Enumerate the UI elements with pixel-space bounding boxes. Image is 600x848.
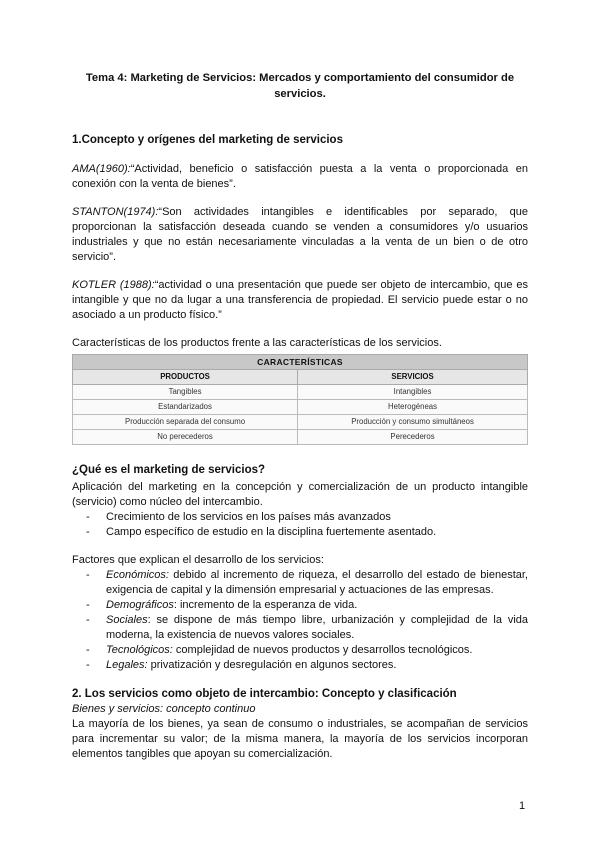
- factor-label: Tecnológicos:: [106, 644, 173, 656]
- table-header-productos: PRODUCTOS: [73, 370, 298, 385]
- table-cell: Heterogéneas: [298, 400, 528, 415]
- list-item: - Crecimiento de los servicios en los países más avanzados: [72, 510, 528, 525]
- table-caption: CARACTERÍSTICAS: [73, 355, 528, 370]
- section1-heading: 1.Concepto y orígenes del marketing de servicios: [72, 134, 343, 146]
- table-cell: Intangibles: [298, 385, 528, 400]
- table-row: [73, 430, 528, 445]
- factor-text: : incremento de la esperanza de vida.: [173, 599, 358, 611]
- definition-text: “Actividad, beneficio o satisfacción puesta a la venta o proporcionada en conexión con la venta de bienes”.: [72, 163, 528, 190]
- list-item: [72, 568, 528, 598]
- definition-text: “Son actividades intangibles e identificables por separado, que proporcionan la satisfacción deseada cuando se venden a consumidores y/o usuarios industriales y que no están necesariamente vinculadas a la venta de un bien o de otro servicio”.: [72, 206, 528, 263]
- list-item: [72, 598, 528, 613]
- definition-author: KOTLER (1988):: [72, 279, 155, 291]
- table-cell: Perecederos: [298, 430, 528, 445]
- table-cell: Producción separada del consumo: [73, 415, 298, 430]
- document-page: [72, 70, 528, 762]
- table-cell: Producción y consumo simultáneos: [298, 415, 528, 430]
- factors-list: [72, 568, 528, 673]
- section2-text: La mayoría de los bienes, ya sean de consumo o industriales, se acompañan de servicios para incrementar su valor; de la misma manera, la mayoría de los servicios incorporan elementos tangibles que apoyan su comercialización.: [72, 718, 528, 760]
- factor-label: Demográficos: [106, 599, 174, 611]
- table-intro: Características de los productos frente a las características de los servicios.: [72, 337, 442, 349]
- document-title: Tema 4: Marketing de Servicios: Mercados y comportamiento del consumidor de servicios.: [85, 72, 515, 100]
- table-row: [73, 400, 528, 415]
- table-row: [73, 385, 528, 400]
- definition-ama: [72, 162, 528, 192]
- what-is-list: [72, 510, 528, 540]
- what-is-text: Aplicación del marketing en la concepción y comercialización de un producto intangible (servicio) como núcleo del intercambio.: [72, 481, 528, 508]
- factor-text: : se dispone de más tiempo libre, urbanización y complejidad de la vida moderna, la existencia de nuevos valores sociales.: [106, 614, 528, 641]
- table-cell: Estandarizados: [73, 400, 298, 415]
- section2-heading: 2. Los servicios como objeto de intercambio: Concepto y clasificación: [72, 688, 457, 700]
- definition-text: “actividad o una presentación que puede ser objeto de intercambio, que es intangible y que no da lugar a una transferencia de propiedad. El servicio puede estar o no asociado a un producto físico.”: [72, 279, 529, 321]
- factors-block: [72, 553, 528, 673]
- factor-text: debido al incremento de riqueza, el desarrollo del estado de bienestar, exigencia de capital y la dimensión empresarial y actuaciones de las empresas.: [106, 569, 528, 596]
- list-item: [72, 658, 528, 673]
- definition-author: AMA(1960):: [72, 163, 131, 175]
- factors-intro: Factores que explican el desarrollo de los servicios:: [72, 554, 324, 566]
- definition-kotler: [72, 278, 528, 323]
- definition-author: STANTON(1974):: [72, 206, 159, 218]
- list-item: [72, 643, 528, 658]
- factor-label: Económicos:: [106, 569, 169, 581]
- what-is-block: [72, 480, 528, 540]
- table-cell: Tangibles: [73, 385, 298, 400]
- list-item: [72, 613, 528, 643]
- page-number: 1: [519, 800, 526, 812]
- factor-label: Legales:: [106, 659, 148, 671]
- section2-subheading: Bienes y servicios: concepto continuo: [72, 703, 256, 715]
- table-cell: No perecederos: [73, 430, 298, 445]
- characteristics-table: [72, 354, 528, 445]
- table-row: [73, 415, 528, 430]
- factor-text: privatización y desregulación en algunos sectores.: [147, 659, 397, 671]
- table-header-servicios: SERVICIOS: [298, 370, 528, 385]
- factor-label: Sociales: [106, 614, 148, 626]
- definition-stanton: [72, 205, 528, 265]
- list-item: - Campo específico de estudio en la disciplina fuertemente asentado.: [72, 525, 528, 540]
- factor-text: complejidad de nuevos productos y desarrollos tecnológicos.: [172, 644, 473, 656]
- what-is-heading: ¿Qué es el marketing de servicios?: [72, 464, 266, 476]
